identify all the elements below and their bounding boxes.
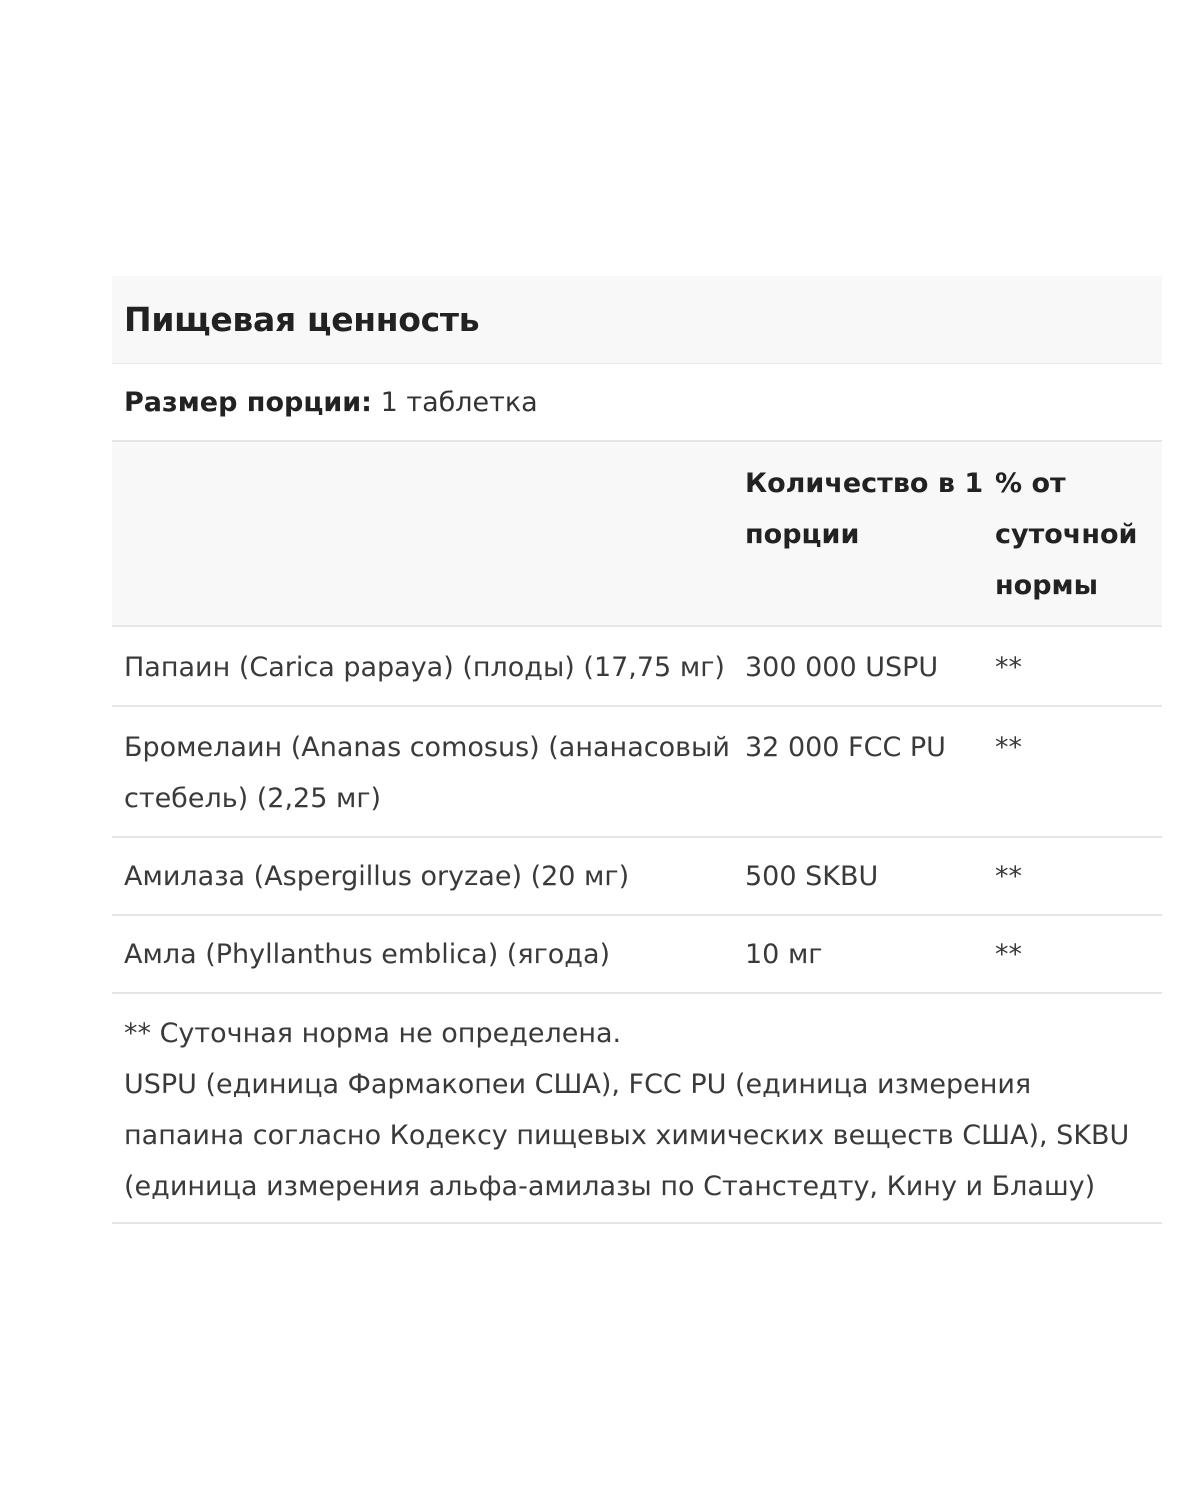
ingredients-table xyxy=(112,442,1162,994)
table-row xyxy=(112,915,1162,993)
table-row xyxy=(112,626,1162,706)
ingredient-name: Амла (Phyllanthus emblica) (ягода) xyxy=(124,939,611,970)
ingredient-daily-value: ** xyxy=(995,939,1022,970)
ingredient-daily-value: ** xyxy=(995,652,1022,683)
ingredient-name: Папаин (Carica papaya) (плоды) (17,75 мг) xyxy=(124,652,725,683)
serving-size xyxy=(112,364,1162,442)
ingredient-amount: 500 SKBU xyxy=(745,861,879,892)
footnote-units-note: USPU (единица Фармакопеи США), FCC PU (единица измерения папаина согласно Кодексу пищевых химических веществ США), SKBU (единица измерения альфа-амилазы по Станстедту, Кину и Блашу) xyxy=(124,1069,1130,1202)
header-amount: Количество в 1 порции xyxy=(745,468,984,550)
ingredient-amount: 10 мг xyxy=(745,939,823,970)
ingredient-amount: 32 000 FCC PU xyxy=(745,732,946,763)
nutrition-facts-panel xyxy=(112,276,1162,1224)
ingredient-name: Бромелаин (Ananas comosus) (ананасовый стебель) (2,25 мг) xyxy=(124,732,730,814)
header-daily-value: % от суточной нормы xyxy=(995,468,1138,601)
serving-size-value: 1 таблетка xyxy=(380,386,538,418)
serving-size-label: Размер порции: xyxy=(124,386,372,418)
table-row xyxy=(112,837,1162,915)
header-name-cell xyxy=(112,442,733,626)
table-row xyxy=(112,706,1162,837)
panel-title: Пищевая ценность xyxy=(124,300,480,339)
footnote-daily-value-note: ** Суточная норма не определена. xyxy=(124,1018,622,1049)
title-bar xyxy=(112,276,1162,364)
ingredient-daily-value: ** xyxy=(995,861,1022,892)
table-header-row xyxy=(112,442,1162,626)
ingredient-name: Амилаза (Aspergillus oryzae) (20 мг) xyxy=(124,861,630,892)
ingredient-daily-value: ** xyxy=(995,732,1022,763)
ingredient-amount: 300 000 USPU xyxy=(745,652,939,683)
footnote xyxy=(112,994,1162,1224)
